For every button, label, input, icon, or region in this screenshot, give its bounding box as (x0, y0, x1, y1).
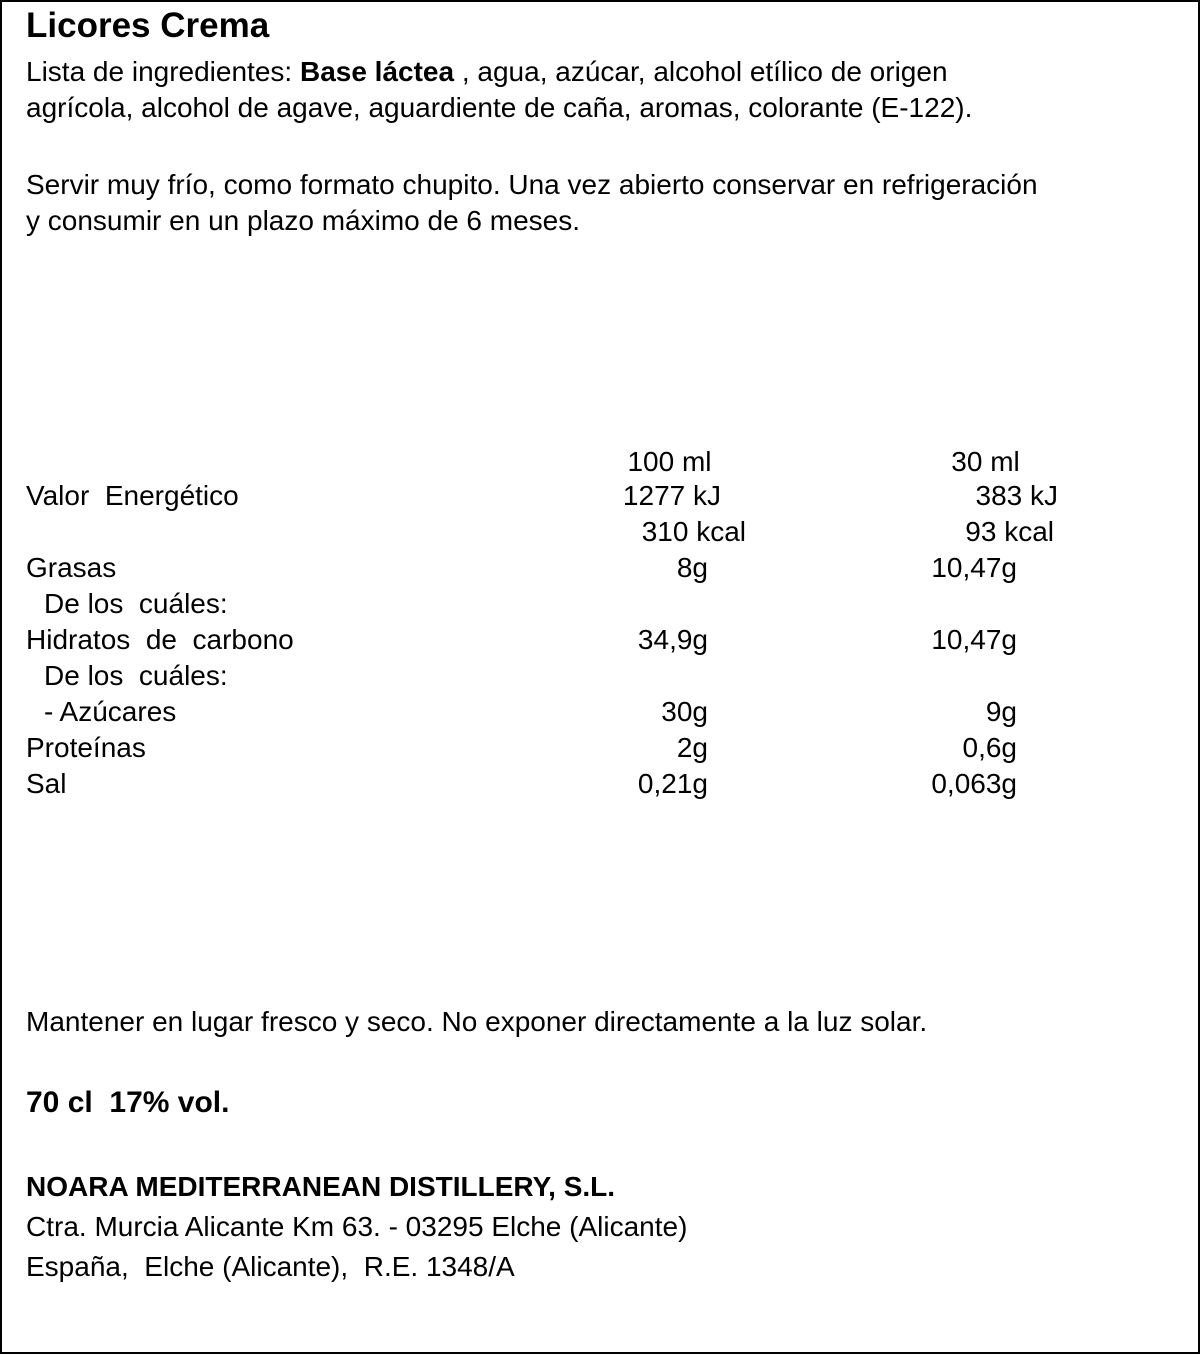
serving-line-1: Servir muy frío, como formato chupito. Una vez abierto conservar en refrigeración (26, 169, 1038, 200)
nutrition-header-100ml: 100 ml (627, 446, 712, 477)
nutrition-row-label: Proteínas (26, 732, 146, 763)
nutrition-row-label: Hidratos de carbono (26, 624, 294, 655)
ingredients-line-1 (26, 54, 948, 90)
ingredients-rest: , agua, azúcar, alcohol etílico de origen (454, 56, 948, 87)
nutrition-row-value-100ml: 310 kcal (641, 516, 746, 547)
nutrition-row-label: Grasas (26, 552, 117, 583)
nutrition-row-value-30ml: 0,063g (931, 768, 1017, 799)
volume-alcohol: 70 cl 17% vol. (26, 1086, 230, 1119)
nutrition-row-value-100ml: 8g (676, 552, 708, 583)
nutrition-row-value-100ml: 1277 kJ (622, 480, 721, 511)
nutrition-header-30ml: 30 ml (951, 446, 1020, 477)
nutrition-row-label: - Azúcares (44, 696, 177, 727)
ingredients-line-2: agrícola, alcohol de agave, aguardiente de caña, aromas, colorante (E-122). (26, 92, 973, 123)
nutrition-row-value-30ml: 383 kJ (975, 480, 1058, 511)
storage-instructions: Mantener en lugar fresco y seco. No exponer directamente a la luz solar. (26, 1006, 928, 1037)
ingredients-prefix: Lista de ingredientes: (26, 56, 300, 87)
serving-line-2: y consumir en un plazo máximo de 6 meses. (26, 205, 581, 236)
product-title: Licores Crema (26, 6, 270, 45)
ingredients-allergen: Base láctea (299, 56, 455, 87)
nutrition-row-value-100ml: 30g (661, 696, 708, 727)
nutrition-row-label: De los cuáles: (44, 588, 228, 619)
nutrition-row-label: Sal (26, 768, 67, 799)
nutrition-row-value-30ml: 10,47g (931, 552, 1017, 583)
nutrition-row-label: De los cuáles: (44, 660, 228, 691)
nutrition-row-value-30ml: 10,47g (931, 624, 1017, 655)
company-address: Ctra. Murcia Alicante Km 63. - 03295 Elche (Alicante) (26, 1211, 688, 1242)
nutrition-row-value-100ml: 34,9g (637, 624, 708, 655)
company-name: NOARA MEDITERRANEAN DISTILLERY, S.L. (26, 1171, 616, 1202)
nutrition-row-value-30ml: 93 kcal (965, 516, 1054, 547)
nutrition-row-value-100ml: 2g (676, 732, 708, 763)
nutrition-row-value-30ml: 0,6g (962, 732, 1017, 763)
nutrition-row-label: Valor Energético (26, 480, 239, 511)
nutrition-row-value-100ml: 0,21g (637, 768, 708, 799)
company-registry: España, Elche (Alicante), R.E. 1348/A (26, 1251, 515, 1282)
nutrition-row-value-30ml: 9g (985, 696, 1017, 727)
